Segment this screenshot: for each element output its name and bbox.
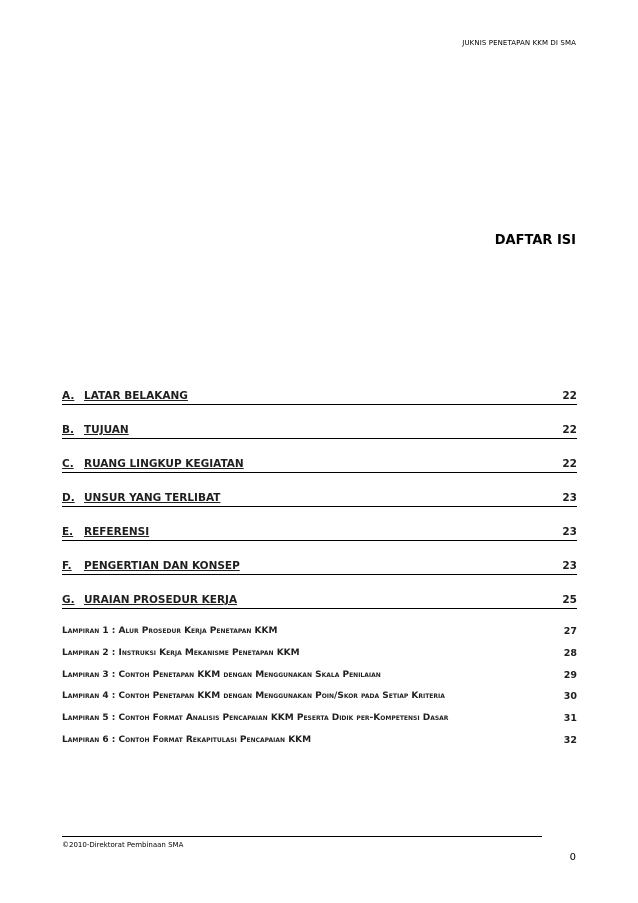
appendix-page-number: 27 [563,626,577,637]
table-of-contents [62,390,577,628]
appendix-label: Lampiran 6 : Contoh Format Rekapitulasi Pencapaian KKM [62,734,312,745]
toc-letter: A. [62,390,75,402]
toc-letter: D. [62,492,75,504]
toc-letter: B. [62,424,74,436]
appendix-page-number: 31 [563,713,577,725]
toc-row-g[interactable] [62,594,577,609]
toc-row-d[interactable] [62,492,577,507]
toc-row-e[interactable] [62,526,577,541]
running-header: JUKNIS PENETAPAN KKM DI SMA [462,39,576,47]
toc-label: TUJUAN [84,424,129,436]
toc-label: RUANG LINGKUP KEGIATAN [84,458,244,470]
page-title: DAFTAR ISI [494,233,576,248]
toc-letter: G. [62,594,75,606]
toc-letter: F. [62,560,72,572]
page-number: 0 [569,852,576,863]
appendix-label: Lampiran 2 : Instruksi Kerja Mekanisme Penetapan KKM [62,647,300,658]
toc-page-number: 22 [562,390,577,402]
appendix-label: Lampiran 1 : Alur Prosedur Kerja Penetapan KKM [62,626,278,636]
appendix-page-number: 29 [563,669,577,681]
toc-row-f[interactable] [62,560,577,575]
toc-letter: E. [62,526,74,538]
appendix-label: Lampiran 5 : Contoh Format Analisis Pencapaian KKM Peserta Didik per-Kompetensi Dasar [62,713,449,724]
appendix-list [62,626,577,757]
appendix-row-4[interactable] [62,691,577,706]
footer-copyright: ©2010-Direktorat Pembinaan SMA [62,841,184,849]
toc-letter: C. [62,458,74,470]
toc-page-number: 23 [562,526,577,538]
appendix-row-3[interactable] [62,670,577,685]
toc-page-number: 23 [562,492,577,504]
toc-label: PENGERTIAN DAN KONSEP [84,560,240,572]
toc-label: LATAR BELAKANG [84,390,188,402]
footer-divider [62,836,542,837]
toc-page-number: 22 [562,424,577,436]
toc-row-b[interactable] [62,424,577,439]
appendix-page-number: 30 [563,691,577,703]
toc-page-number: 22 [562,458,577,470]
toc-row-a[interactable] [62,390,577,405]
toc-row-c[interactable] [62,458,577,473]
appendix-row-6[interactable] [62,735,577,750]
toc-page-number: 25 [562,594,577,606]
appendix-label: Lampiran 3 : Contoh Penetapan KKM dengan Menggunakan Skala Penilaian [62,669,381,680]
appendix-row-1[interactable] [62,626,577,641]
toc-label: REFERENSI [84,526,150,538]
appendix-row-5[interactable] [62,713,577,728]
appendix-row-2[interactable] [62,648,577,663]
toc-label: UNSUR YANG TERLIBAT [84,492,221,504]
toc-page-number: 23 [562,560,577,572]
toc-label: URAIAN PROSEDUR KERJA [84,594,238,606]
appendix-page-number: 32 [563,734,577,746]
appendix-label: Lampiran 4 : Contoh Penetapan KKM dengan Menggunakan Poin/Skor pada Setiap Kriteria [62,691,445,702]
appendix-page-number: 28 [563,647,577,659]
